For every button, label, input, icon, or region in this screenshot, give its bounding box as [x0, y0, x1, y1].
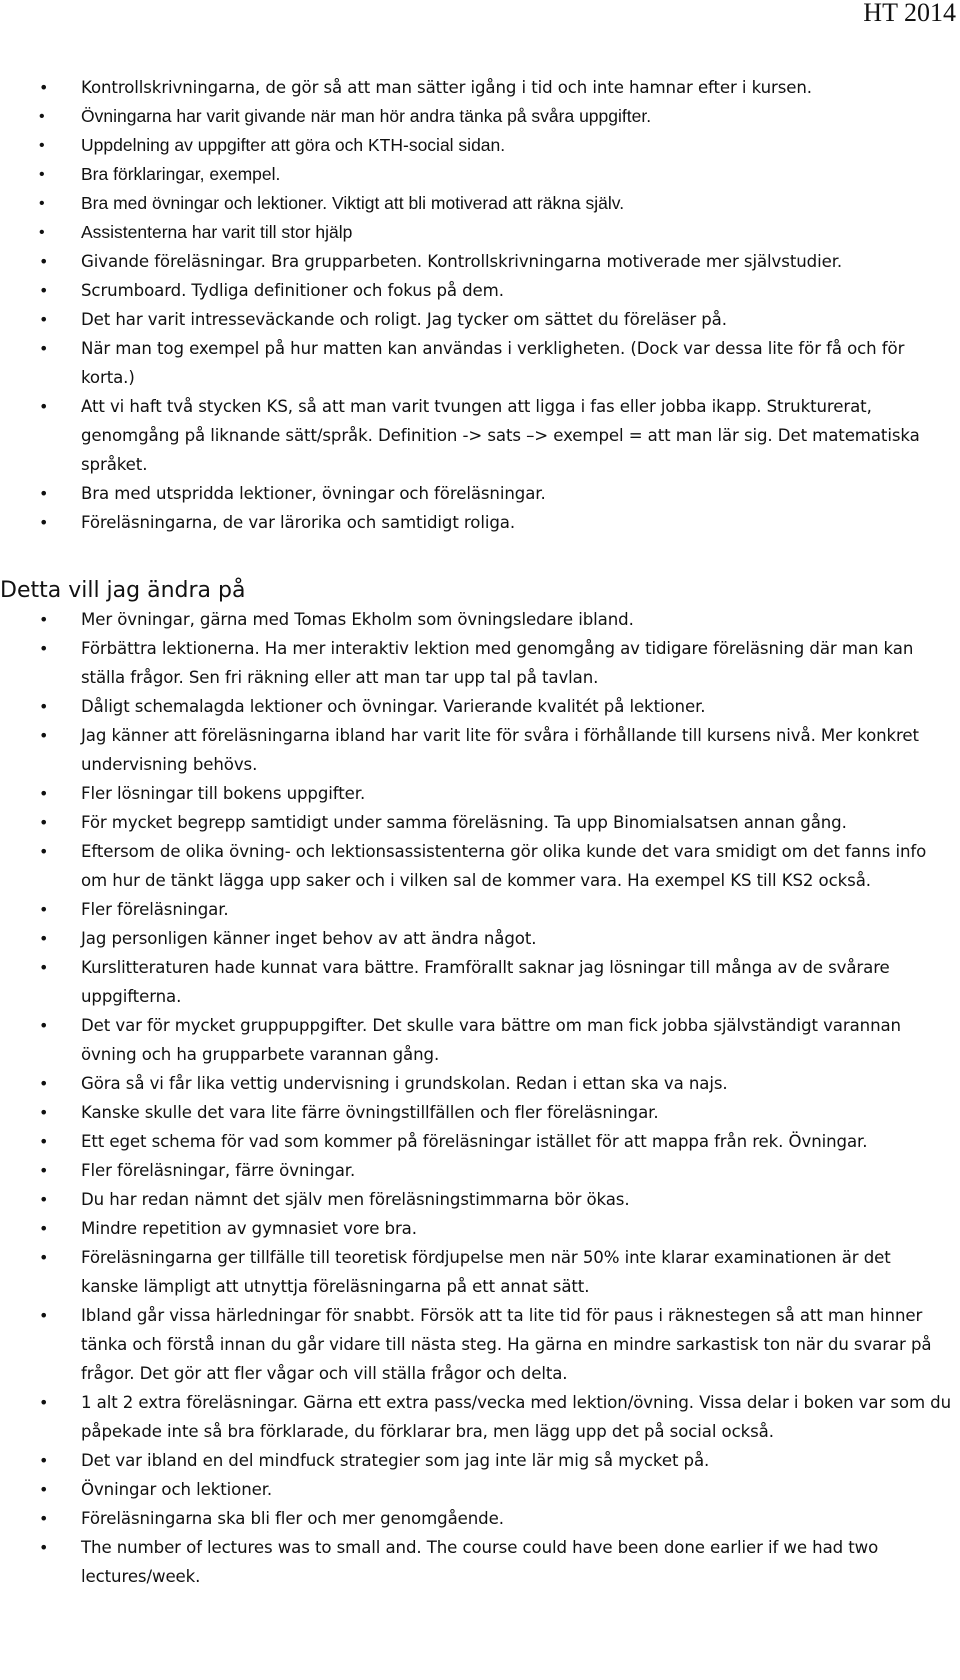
- list-item: [0, 1243, 960, 1301]
- bullet-icon: •: [39, 397, 49, 416]
- bullet-icon: •: [39, 513, 49, 532]
- bullet-icon: •: [39, 224, 45, 241]
- list-item: [0, 634, 960, 692]
- list-item: [0, 953, 960, 1011]
- list-item: [0, 837, 960, 895]
- list-item-text: Givande föreläsningar. Bra grupparbeten. Kontrollskrivningarna motiverade mer självstudier.: [81, 252, 843, 271]
- bullet-icon: •: [39, 784, 49, 803]
- list-item-text: Föreläsningarna ska bli fler och mer genomgående.: [81, 1509, 504, 1528]
- list-item-text: Dåligt schemalagda lektioner och övningar. Varierande kvalitét på lektioner.: [81, 697, 706, 716]
- bullet-icon: •: [39, 842, 49, 861]
- bullet-icon: •: [39, 310, 49, 329]
- list-item-text: Jag personligen känner inget behov av att ändra något.: [81, 929, 537, 948]
- change-requests-list: [0, 605, 960, 1591]
- bullet-icon: •: [39, 252, 49, 271]
- list-item-text: Mer övningar, gärna med Tomas Ekholm som övningsledare ibland.: [81, 610, 634, 629]
- bullet-icon: •: [39, 1509, 49, 1528]
- list-item: [0, 692, 960, 721]
- bullet-icon: •: [39, 610, 49, 629]
- bullet-icon: •: [39, 1219, 49, 1238]
- list-item-text: Bra med övningar och lektioner. Viktigt att bli motiverad att räkna själv.: [81, 193, 625, 213]
- list-item: [0, 924, 960, 953]
- list-item: [0, 1475, 960, 1504]
- list-item: [0, 1098, 960, 1127]
- list-item: [0, 247, 960, 276]
- bullet-icon: •: [39, 1538, 49, 1557]
- bullet-icon: •: [39, 339, 49, 358]
- list-item-text: Ibland går vissa härledningar för snabbt. Försök att ta lite tid för paus i räknestegen så att man hinner tänka och förstå innan du går vidare till nästa steg. Ha gärna en mindre sarkastisk ton när du svarar på frågor. Det gör att fler vågar och vill ställa frågor och delta.: [81, 1306, 932, 1383]
- bullet-icon: •: [39, 813, 49, 832]
- list-item: [0, 605, 960, 634]
- list-item-text: Du har redan nämnt det själv men föreläsningstimmarna bör ökas.: [81, 1190, 630, 1209]
- bullet-icon: •: [39, 1074, 49, 1093]
- list-item-text: Det var för mycket gruppuppgifter. Det skulle vara bättre om man fick jobba självständigt varannan övning och ha grupparbete varannan gång.: [81, 1016, 901, 1064]
- list-item-text: Mindre repetition av gymnasiet vore bra.: [81, 1219, 417, 1238]
- list-item: [0, 1533, 960, 1591]
- list-item: [0, 721, 960, 779]
- list-item: [0, 334, 960, 392]
- bullet-icon: •: [39, 726, 49, 745]
- bullet-icon: •: [39, 166, 45, 183]
- list-item: [0, 1185, 960, 1214]
- list-item-text: Att vi haft två stycken KS, så att man varit tvungen att ligga i fas eller jobba ikapp. Strukturerat, genomgång på liknande sätt/språk. Definition -> sats –> exempel = att man lär sig. Det matematiska språket.: [81, 397, 920, 474]
- list-item: [0, 189, 960, 218]
- list-item: [0, 1388, 960, 1446]
- list-item-text: Ett eget schema för vad som kommer på föreläsningar istället för att mappa från rek. Övningar.: [81, 1132, 868, 1151]
- list-item: [0, 779, 960, 808]
- bullet-icon: •: [39, 78, 49, 97]
- list-item-text: Föreläsningarna ger tillfälle till teoretisk fördjupelse men när 50% inte klarar examinationen är det kanske lämpligt att utnyttja föreläsningarna på ett annat sätt.: [81, 1248, 891, 1296]
- list-item-text: Kurslitteraturen hade kunnat vara bättre. Framförallt saknar jag lösningar till många av de svårare uppgifterna.: [81, 958, 890, 1006]
- list-item-text: Kontrollskrivningarna, de gör så att man sätter igång i tid och inte hamnar efter i kursen.: [81, 78, 812, 97]
- list-item-text: Fler lösningar till bokens uppgifter.: [81, 784, 366, 803]
- list-item: [0, 131, 960, 160]
- list-item: [0, 102, 960, 131]
- list-item: [0, 895, 960, 924]
- bullet-icon: •: [39, 137, 45, 154]
- list-item: [0, 218, 960, 247]
- list-item: [0, 1069, 960, 1098]
- list-item: [0, 1504, 960, 1533]
- list-item-text: Eftersom de olika övning- och lektionsassistenterna gör olika kunde det vara smidigt om det fanns info om hur de tänkt lägga upp saker och i vilken sal de kommer vara. Ha exempel KS till KS2 också.: [81, 842, 927, 890]
- list-item-text: 1 alt 2 extra föreläsningar. Gärna ett extra pass/vecka med lektion/övning. Vissa delar i boken var som du påpekade inte så bra förklarade, du förklarar bra, men lägg upp det på social också.: [81, 1393, 952, 1441]
- list-item-text: Bra förklaringar, exempel.: [81, 164, 281, 184]
- bullet-icon: •: [39, 900, 49, 919]
- bullet-icon: •: [39, 1480, 49, 1499]
- list-item-text: Det har varit intresseväckande och roligt. Jag tycker om sättet du föreläser på.: [81, 310, 727, 329]
- list-item-text: Förbättra lektionerna. Ha mer interaktiv lektion med genomgång av tidigare föreläsning där man kan ställa frågor. Sen fri räkning eller att man tar upp tal på tavlan.: [81, 639, 914, 687]
- bullet-icon: •: [39, 484, 49, 503]
- list-item: [0, 160, 960, 189]
- list-item-text: Föreläsningarna, de var lärorika och samtidigt roliga.: [81, 513, 516, 532]
- list-item-text: Scrumboard. Tydliga definitioner och fokus på dem.: [81, 281, 504, 300]
- list-item: [0, 1011, 960, 1069]
- bullet-icon: •: [39, 1393, 49, 1412]
- bullet-icon: •: [39, 1103, 49, 1122]
- bullet-icon: •: [39, 1248, 49, 1267]
- list-item: [0, 1156, 960, 1185]
- list-item-text: Bra med utspridda lektioner, övningar och föreläsningar.: [81, 484, 546, 503]
- list-item-text: The number of lectures was to small and. The course could have been done earlier if we had two lectures/week.: [81, 1538, 879, 1586]
- bullet-icon: •: [39, 195, 45, 212]
- list-item-text: Övningarna har varit givande när man hör andra tänka på svåra uppgifter.: [81, 106, 652, 126]
- list-item: [0, 392, 960, 479]
- positive-feedback-list: [0, 73, 960, 537]
- bullet-icon: •: [39, 1016, 49, 1035]
- bullet-icon: •: [39, 281, 49, 300]
- list-item: [0, 808, 960, 837]
- bullet-icon: •: [39, 1161, 49, 1180]
- bullet-icon: •: [39, 1132, 49, 1151]
- bullet-icon: •: [39, 639, 49, 658]
- list-item: [0, 276, 960, 305]
- list-item-text: När man tog exempel på hur matten kan användas i verkligheten. (Dock var dessa lite för få och för korta.): [81, 339, 905, 387]
- list-item: [0, 305, 960, 334]
- list-item-text: Kanske skulle det vara lite färre övningstillfällen och fler föreläsningar.: [81, 1103, 659, 1122]
- list-item: [0, 73, 960, 102]
- list-item-text: Assistenterna har varit till stor hjälp: [81, 222, 353, 242]
- list-item: [0, 479, 960, 508]
- list-item: [0, 1301, 960, 1388]
- list-item: [0, 1127, 960, 1156]
- list-item: [0, 1214, 960, 1243]
- bullet-icon: •: [39, 697, 49, 716]
- list-item: [0, 1446, 960, 1475]
- list-item-text: Göra så vi får lika vettig undervisning i grundskolan. Redan i ettan ska va najs.: [81, 1074, 728, 1093]
- list-item-text: Övningar och lektioner.: [81, 1480, 273, 1499]
- bullet-icon: •: [39, 1190, 49, 1209]
- bullet-icon: •: [39, 929, 49, 948]
- list-item-text: Uppdelning av uppgifter att göra och KTH-social sidan.: [81, 135, 506, 155]
- page-header: HT 2014: [863, 0, 956, 27]
- list-item-text: Fler föreläsningar, färre övningar.: [81, 1161, 356, 1180]
- bullet-icon: •: [39, 958, 49, 977]
- bullet-icon: •: [39, 1451, 49, 1470]
- section-heading: Detta vill jag ändra på: [0, 578, 246, 603]
- list-item-text: Det var ibland en del mindfuck strategier som jag inte lär mig så mycket på.: [81, 1451, 710, 1470]
- list-item-text: Jag känner att föreläsningarna ibland har varit lite för svåra i förhållande till kursens nivå. Mer konkret undervisning behövs.: [81, 726, 919, 774]
- bullet-icon: •: [39, 108, 45, 125]
- list-item: [0, 508, 960, 537]
- bullet-icon: •: [39, 1306, 49, 1325]
- list-item-text: Fler föreläsningar.: [81, 900, 229, 919]
- list-item-text: För mycket begrepp samtidigt under samma föreläsning. Ta upp Binomialsatsen annan gång.: [81, 813, 847, 832]
